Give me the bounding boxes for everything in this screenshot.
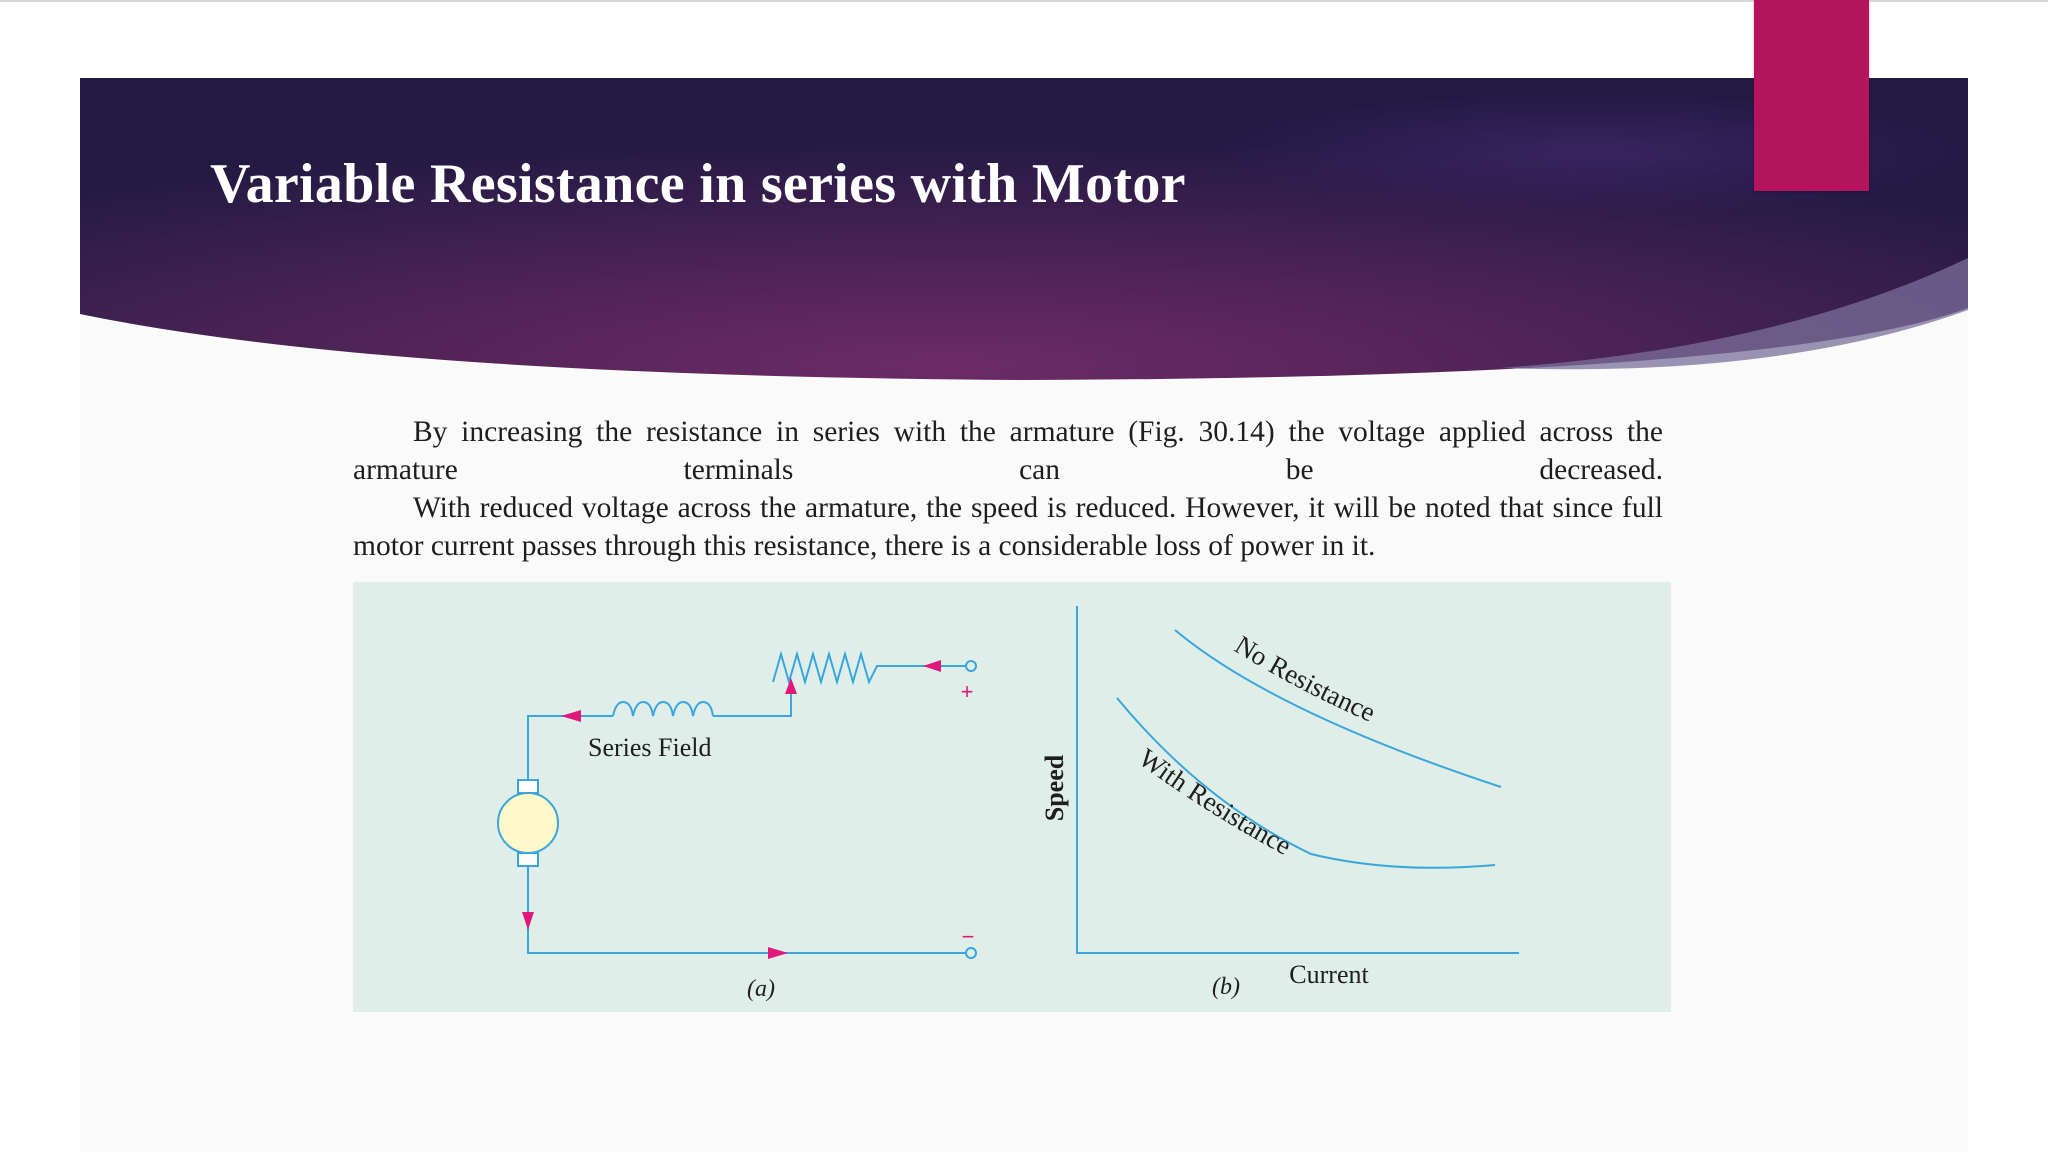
series-field-label: Series Field — [588, 733, 712, 762]
armature — [498, 793, 558, 853]
curve-label-no-resistance: No Resistance — [1229, 629, 1380, 728]
paragraph-2: With reduced voltage across the armature, the speed is reduced. However, it will be noted that since full motor current passes through this resistance, there is a considerable loss of power in it. — [353, 492, 1663, 562]
x-axis-label: Current — [1289, 960, 1369, 989]
y-axis-label: Speed — [1040, 754, 1069, 822]
curve-label-with-resistance: With Resistance — [1133, 742, 1297, 861]
body-text — [353, 413, 1663, 565]
slide-title: Variable Resistance in series with Motor — [210, 153, 1186, 215]
caption-a: (a) — [747, 976, 775, 1002]
minus-label: − — [961, 924, 975, 949]
accent-tab — [1754, 0, 1869, 191]
window-top-border — [0, 0, 2048, 2]
brush-bottom — [518, 853, 538, 866]
title-banner — [80, 78, 1968, 388]
plus-label: + — [960, 679, 974, 704]
figure-background — [353, 582, 1671, 1012]
minus-terminal — [966, 948, 976, 958]
brush-top — [518, 780, 538, 793]
figure-30-14 — [353, 582, 1671, 1012]
paragraph-1: By increasing the resistance in series with the armature (Fig. 30.14) the voltage applied across the armature terminals can be decreased. — [353, 416, 1663, 486]
plus-terminal — [966, 661, 976, 671]
caption-b: (b) — [1212, 974, 1240, 1000]
